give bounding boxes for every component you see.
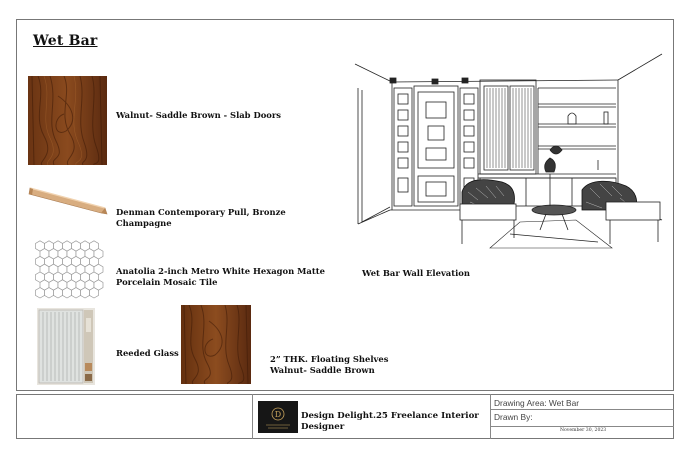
logo-letter: D xyxy=(274,410,282,419)
pull-label-line1: Denman Contemporary Pull, Bronze xyxy=(116,207,286,217)
walnut-shelf-swatch xyxy=(181,305,251,384)
shelves-label xyxy=(270,354,388,375)
tile-label xyxy=(116,266,325,287)
title-block-divider-right xyxy=(490,394,491,439)
title-block-row-1 xyxy=(490,409,674,410)
tile-label-line2: Porcelain Mosaic Tile xyxy=(116,276,218,287)
firm-name-line1: Design Delight.25 Freelance Interior xyxy=(301,411,479,421)
firm-logo xyxy=(258,401,298,433)
shelves-label-line2: Walnut- Saddle Brown xyxy=(270,364,375,375)
firm-name-line2: Designer xyxy=(301,422,345,432)
title-block-row-2 xyxy=(490,426,674,427)
walnut-doors-label: Walnut- Saddle Brown - Slab Doors xyxy=(116,110,282,120)
date-field: November 30, 2023 xyxy=(560,428,607,433)
title-block-divider-left xyxy=(252,394,253,439)
drawn-by-field: Drawn By: xyxy=(494,412,533,422)
shelves-label-line1: 2” THK. Floating Shelves xyxy=(270,354,389,364)
hex-tile-image xyxy=(34,240,108,302)
drawing-area-field: Drawing Area: Wet Bar xyxy=(494,398,580,408)
walnut-door-swatch xyxy=(28,76,107,165)
reeded-glass-label: Reeded Glass xyxy=(116,348,179,358)
reeded-glass-image xyxy=(37,308,95,385)
wet-bar-elevation-sketch xyxy=(350,52,665,252)
pull-label xyxy=(116,207,286,228)
pull-label-line2: Champagne xyxy=(116,217,172,228)
firm-name xyxy=(301,411,481,433)
bronze-pull-image xyxy=(27,186,111,216)
tile-label-line1: Anatolia 2-inch Metro White Hexagon Matte xyxy=(116,266,325,276)
elevation-label: Wet Bar Wall Elevation xyxy=(362,268,470,278)
page-title: Wet Bar xyxy=(33,33,98,49)
